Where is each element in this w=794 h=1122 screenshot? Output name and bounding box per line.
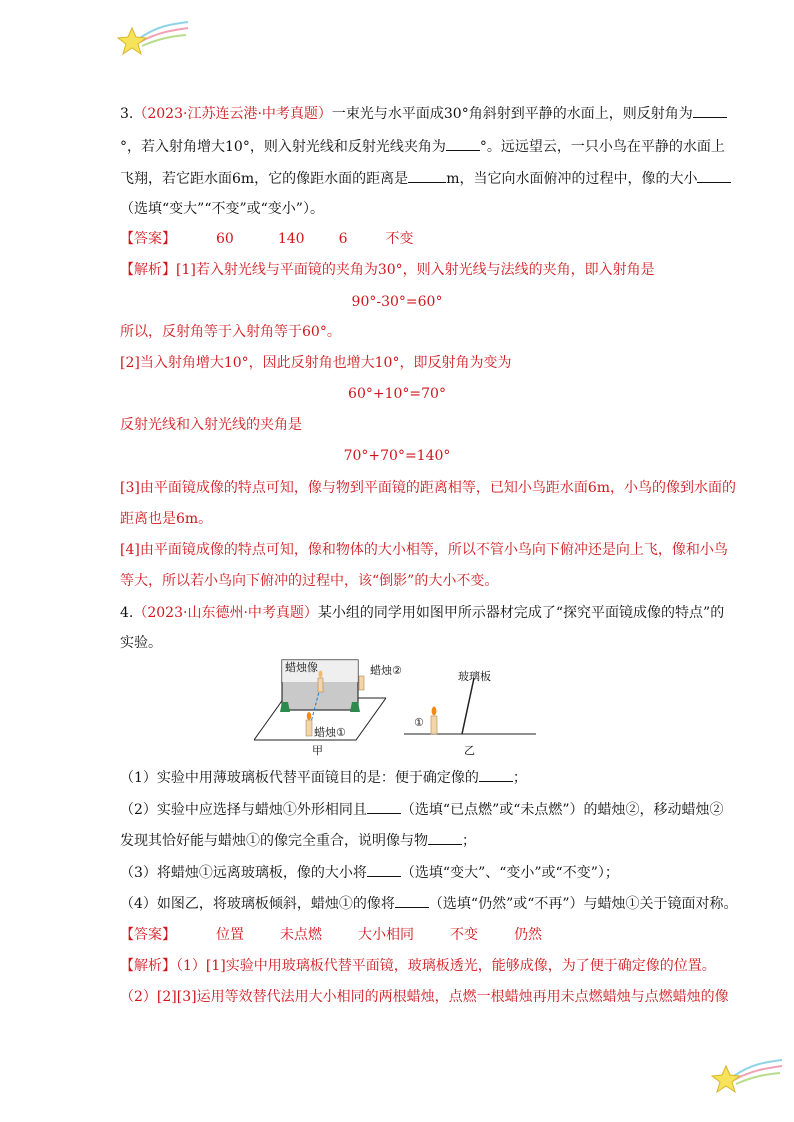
q3-answer-2: 140 [277, 231, 305, 247]
label-circle-1: ① [414, 716, 424, 729]
shooting-star-icon-bottom [706, 1058, 786, 1098]
q3-line-3 [120, 168, 731, 189]
q4-blank-4[interactable] [367, 862, 401, 877]
q3-analysis-2: 所以，反射角等于入射角等于60°。 [120, 324, 341, 340]
label-glass: 玻璃板 [458, 670, 491, 683]
q4-line-2: 实验。 [120, 635, 162, 651]
q4-part-2-text-c: 发现其恰好能与蜡烛①的像完全重合，说明像与物 [120, 833, 428, 849]
q3-analysis-3: [2]当入射角增大10°，因此反射角也增大10°，即反射角为变为 [120, 355, 512, 371]
caption-jia: 甲 [312, 744, 323, 756]
q4-part-2-text-a: （2）实验中应选择与蜡烛①外形相同且 [120, 802, 367, 818]
q4-number: 4. [120, 605, 134, 621]
q3-analysis-1 [120, 260, 655, 280]
q3-analysis-7: [4]由平面镜成像的特点可知，像和物体的大小相等，所以不管小鸟向下俯冲还是向上飞，像和小鸟 [120, 542, 728, 558]
figure-yi [400, 664, 540, 756]
q4-part-4-text-a: （4）如图乙，将玻璃板倾斜，蜡烛①的像将 [120, 896, 395, 912]
q4-line-1 [120, 603, 724, 623]
label-candle-1: 蜡烛① [314, 726, 346, 739]
q4-part-2 [120, 799, 724, 820]
q3-text-3b: m，当它向水面俯冲的过程中，像的大小 [446, 171, 698, 187]
q3-analysis-8: 等大，所以若小鸟向下俯冲的过程中，该“倒影”的大小不变。 [120, 573, 499, 589]
q4-analysis-label: 【解析】 [120, 958, 176, 974]
q4-blank-2[interactable] [367, 799, 401, 814]
q3-line-1 [120, 103, 727, 124]
caption-yi: 乙 [464, 744, 475, 756]
q4-part-2-end: ； [462, 833, 476, 849]
q4-text-1: 某小组的同学用如图甲所示器材完成了“探究平面镜成像的特点”的 [317, 605, 725, 621]
q4-part-2-cont [120, 830, 476, 851]
q4-blank-5[interactable] [395, 893, 429, 908]
q3-source: （2023·江苏连云港·中考真题） [133, 106, 332, 122]
tilted-glass [462, 678, 474, 734]
q4-part-3 [120, 862, 619, 883]
q4-part-3-text-a: （3）将蜡烛①远离玻璃板，像的大小将 [120, 865, 367, 881]
q3-analysis-5: [3]由平面镜成像的特点可知，像与物到平面镜的距离相等，已知小鸟距水面6m，小鸟的像到水面的 [120, 480, 737, 496]
q3-answer [120, 229, 413, 249]
q4-part-1 [120, 767, 527, 788]
q4-answer-4: 不变 [450, 927, 478, 943]
candle-1 [306, 720, 312, 736]
q3-answer-4: 不变 [385, 231, 414, 247]
q4-analysis-1 [120, 956, 716, 976]
q4-blank-3[interactable] [428, 830, 462, 845]
q4-source: （2023·山东德州·中考真题） [133, 605, 318, 621]
label-candle-image: 蜡烛像 [285, 661, 318, 674]
figure-jia [254, 654, 386, 756]
q3-line-2 [120, 136, 725, 157]
q4-answer [120, 925, 542, 945]
q4-analysis-text-1: （1）[1]实验中用玻璃板代替平面镜，玻璃板透光，能够成像，为了便于确定像的位置。 [176, 958, 716, 974]
q3-blank-1[interactable] [693, 103, 727, 118]
shooting-star-icon-top [112, 20, 192, 60]
q4-part-4-text-b: （选填“仍然”或“不再”）与蜡烛①关于镜面对称。 [428, 896, 738, 912]
q3-text-3a: 飞翔，若它距水面6m，它的像距水面的距离是 [120, 171, 409, 187]
q3-blank-4[interactable] [697, 168, 731, 183]
q4-part-2-text-b: （选填“已点燃”或“未点燃”）的蜡烛②，移动蜡烛② [400, 802, 724, 818]
q4-part-3-text-b: （选填“变大”、“变小”或“不变”）； [400, 865, 619, 881]
q4-answer-3: 大小相同 [358, 927, 414, 943]
candle-image [318, 678, 323, 692]
candle-1-side [431, 716, 437, 734]
q4-analysis-2: （2）[2][3]运用等效替代法用大小相同的两根蜡烛，点燃一根蜡烛再用未点燃蜡烛与点燃蜡烛的像 [120, 989, 729, 1005]
q4-answer-5: 仍然 [514, 927, 542, 943]
q3-text-2a: °，若入射角增大10°，则入射光线和反射光线夹角为 [120, 139, 446, 155]
q4-part-4 [120, 893, 738, 914]
q3-analysis-text-1: [1]若入射光线与平面镜的夹角为30°，则入射光线与法线的夹角，即入射角是 [176, 262, 655, 278]
q3-equation-3: 70°+70°=140° [343, 448, 451, 464]
q4-part-1-end: ； [512, 770, 527, 786]
q4-answer-1: 位置 [216, 927, 244, 943]
q3-text-2b: °。远远望云，一只小鸟在平静的水面上 [479, 139, 725, 155]
q3-line-4: （选填“变大”“不变”或“变小”）。 [120, 201, 324, 217]
candle-2 [359, 676, 364, 690]
q3-answer-3: 6 [338, 231, 348, 247]
q3-equation-2: 60°+10°=70° [348, 386, 446, 402]
q3-answer-label: 【答案】 [120, 231, 176, 247]
q3-number: 3. [120, 106, 134, 122]
q3-equation-1: 90°-30°=60° [351, 294, 443, 310]
q3-analysis-6: 距离也是6m。 [120, 511, 213, 527]
q3-answer-1: 60 [216, 231, 234, 247]
q3-text-1: 一束光与水平面成30°角斜射到平静的水面上，则反射角为 [331, 106, 693, 122]
q3-analysis-label: 【解析】 [120, 262, 176, 278]
q4-answer-2: 未点燃 [280, 927, 322, 943]
q3-blank-3[interactable] [408, 168, 446, 183]
q4-answer-label: 【答案】 [120, 927, 176, 943]
q3-analysis-4: 反射光线和入射光线的夹角是 [120, 417, 302, 433]
q3-blank-2[interactable] [446, 136, 480, 151]
q4-blank-1[interactable] [479, 767, 513, 782]
label-candle-2: 蜡烛② [370, 664, 402, 677]
q4-part-1-text: （1）实验中用薄玻璃板代替平面镜目的是：便于确定像的 [120, 770, 479, 786]
